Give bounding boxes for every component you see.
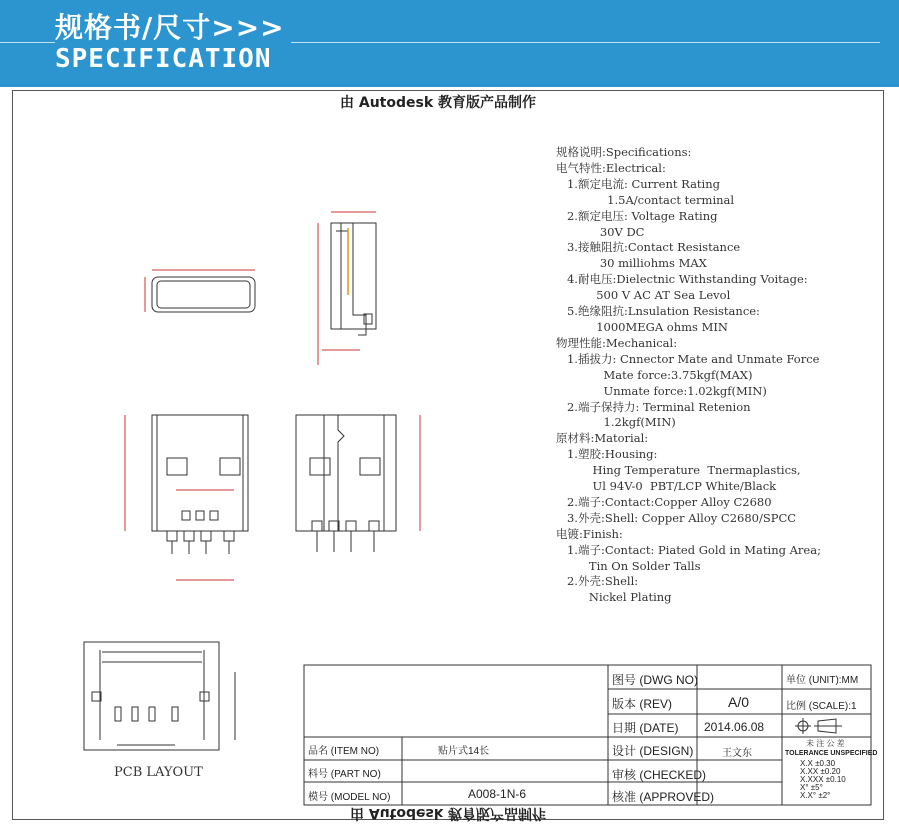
spec-line: Ul 94V-0 PBT/LCP White/Black [556,479,777,494]
spec-line: 1.2kgf(MIN) [556,415,676,430]
tolerance-list [800,760,846,800]
spec-line: 5.绝缘阻抗:Lnsulation Resistance: [556,304,760,319]
item-no-label: 品名 (ITEM NO) [308,746,380,757]
approved-label: 核准 (APPROVED) [612,790,715,804]
scale-label: 比例 (SCALE):1 [786,701,857,712]
title-block-grid [304,665,871,805]
rev-value: A/0 [728,694,750,710]
item-no-value: 贴片式14长 [438,746,490,757]
spec-line: 2.外壳:Shell: [556,574,639,589]
tolerance-cn: 未 注 公 差 [806,739,845,748]
spec-line: 原材料:Matorial: [556,431,649,446]
spec-line: 2.端子:Contact:Copper Alloy C2680 [556,494,772,509]
spec-line: 1.插拔力: Cnnector Mate and Unmate Force [556,351,820,366]
banner-title-en: SPECIFICATION [55,44,272,74]
spec-line: 2.额定电压: Voltage Rating [556,208,718,223]
rev-label: 版本 (REV) [612,697,673,711]
tolerance-row: X.XX ±0.20 [800,767,841,776]
spec-line: 电镀:Finish: [556,526,623,541]
tolerance-row: X.X ±0.30 [800,759,836,768]
spec-line: 电气特性:Electrical: [556,160,666,175]
spec-line: 3.接触阻抗:Contact Resistance [556,240,741,255]
spec-line: 3.外壳:Shell: Copper Alloy C2680/SPCC [556,510,797,525]
part-no-label: 料号 (PART NO) [308,769,381,780]
spec-line: Tin On Solder Talls [556,558,701,573]
spec-line: Unmate force:1.02kgf(MIN) [556,383,767,398]
pcb-layout-label: PCB LAYOUT [114,765,203,780]
date-value: 2014.06.08 [704,720,765,734]
spec-line: 1.端子:Contact: Piated Gold in Mating Area; [556,542,821,557]
spec-line: 1000MEGA ohms MIN [556,319,728,334]
spec-line: 1.5A/contact terminal [556,192,735,207]
tolerance-row: X.X° ±2° [800,791,831,800]
bottom-view-right [296,415,420,552]
side-view [318,212,376,365]
spec-line: 2.端子保持力: Terminal Retenion [556,399,751,414]
banner-title-cn: 规格书/尺寸>>> [55,6,291,46]
checked-label: 审核 (CHECKED) [612,768,707,782]
spec-line: 4.耐电压:Dielectnic Withstanding Voitage: [556,272,808,287]
spec-line: 1.塑胶:Housing: [556,447,658,462]
spec-line: 30V DC [556,224,645,239]
tolerance-row: X.XXX ±0.10 [800,775,846,784]
front-face-view [145,270,255,312]
design-value: 王文东 [722,748,752,759]
spec-line: Nickel Plating [556,590,672,605]
model-no-value: A008-1N-6 [468,787,527,801]
pcb-layout-view [84,642,235,750]
spec-line: 1.额定电流: Current Rating [556,176,721,191]
tolerance-title: TOLERANCE UNSPECIFIED [785,750,878,757]
drawing-header: 由 Autodesk 教育版产品制作 [340,95,537,111]
spec-line: Mate force:3.75kgf(MAX) [556,367,753,382]
spec-line: 物理性能:Mechanical: [556,335,678,350]
projection-symbol [795,718,842,734]
drawing-footer-mirrored: 由 Autodesk 教育版产品制作 [350,805,547,821]
spec-line: 30 milliohms MAX [556,256,707,271]
spec-line: 规格说明:Specifications: [556,145,692,159]
design-label: 设计 (DESIGN) [612,744,694,758]
date-label: 日期 (DATE) [612,721,679,735]
spec-line: Hing Temperature Tnermaplastics, [556,463,801,478]
bottom-view-left [125,415,248,580]
dwg-no-label: 图号 (DWG NO) [612,673,698,687]
tolerance-row: X° ±5° [800,783,823,792]
spec-line: 500 V AC AT Sea Levol [556,288,731,303]
unit-label: 单位 (UNIT):MM [786,675,859,686]
model-no-label: 模号 (MODEL NO) [308,792,391,803]
